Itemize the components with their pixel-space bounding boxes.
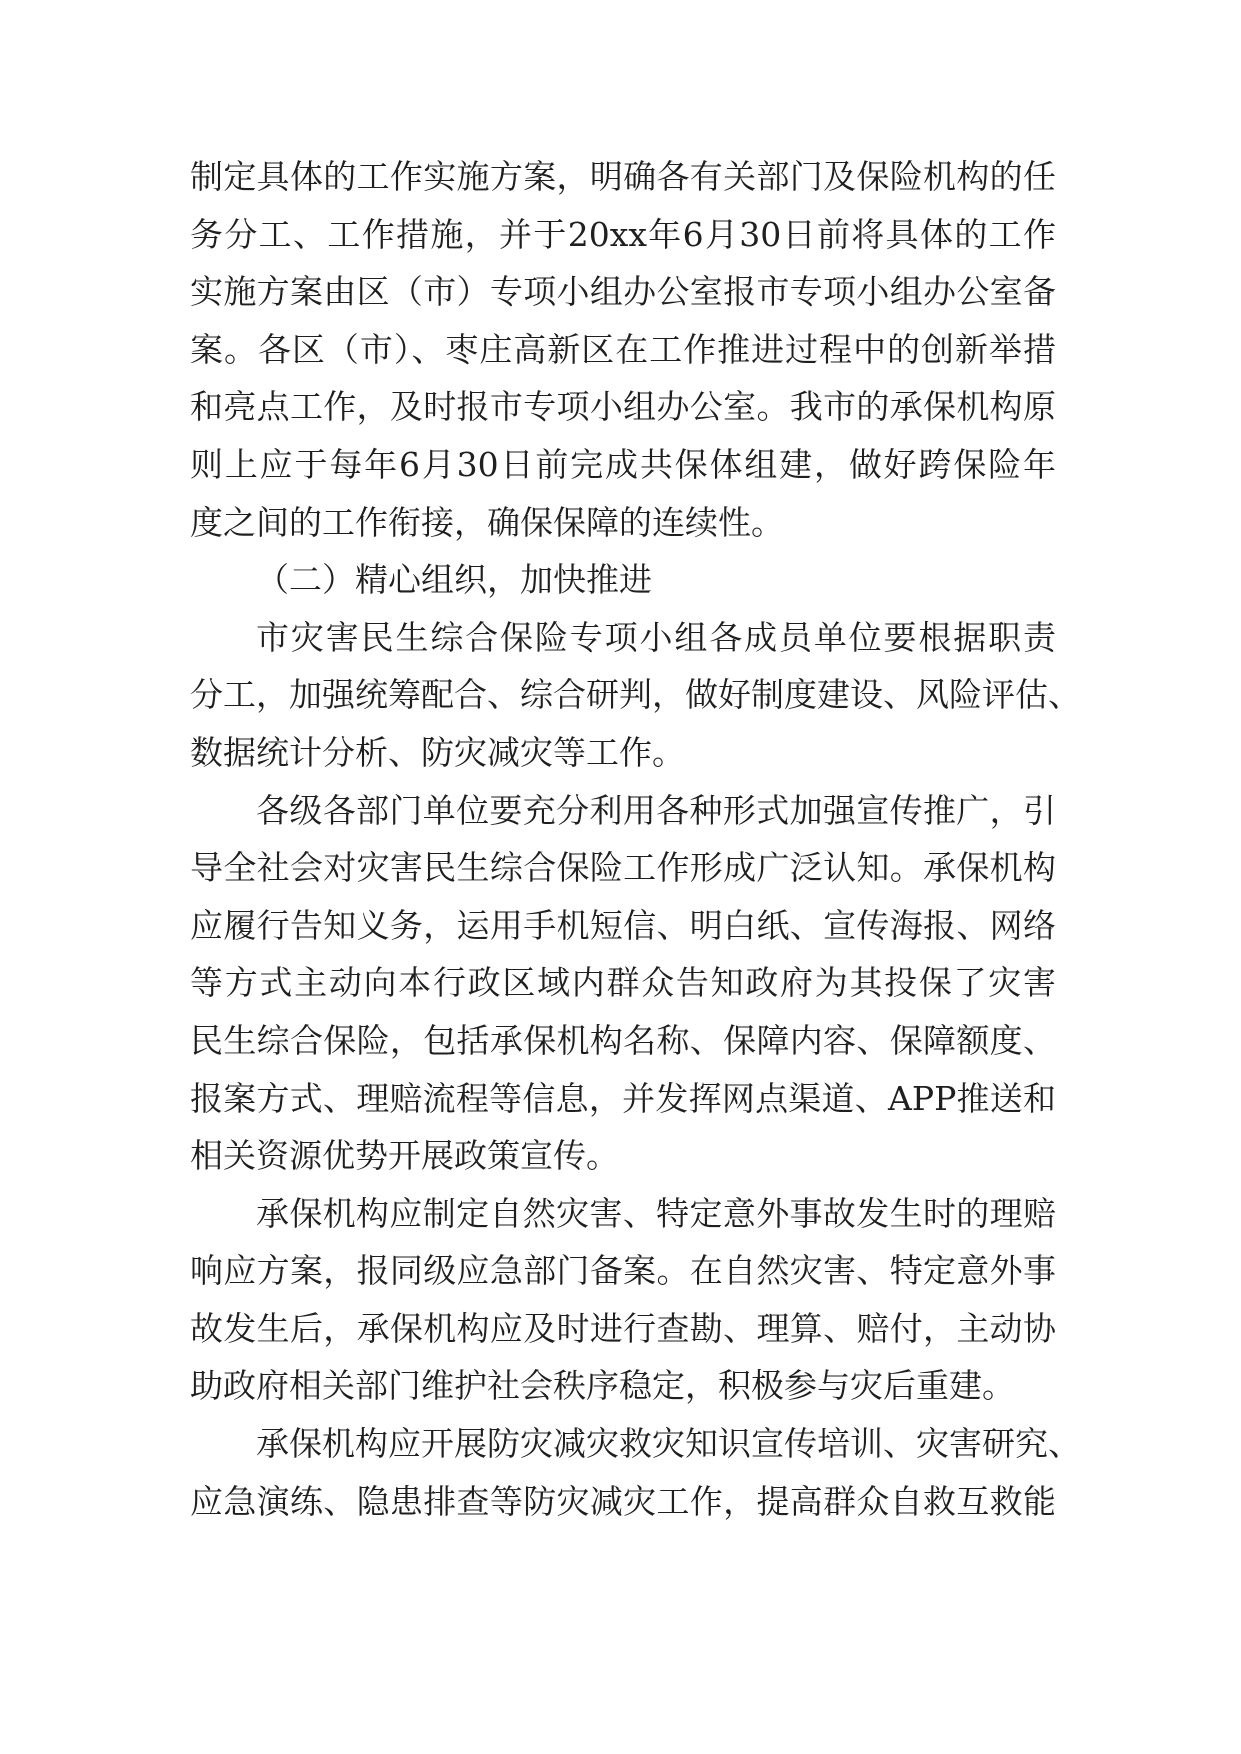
text-line: 承保机构应制定自然灾害、特定意外事故发生时的理赔 <box>256 1193 1056 1233</box>
text-line: 案。各区（市）、枣庄高新区在工作推进过程中的创新举措 <box>190 329 1056 369</box>
text-line: 故发生后，承保机构应及时进行查勘、理算、赔付，主动协 <box>190 1308 1056 1348</box>
text-line: 数据统计分析、防灾减灾等工作。 <box>190 732 685 772</box>
text-line: 相关资源优势开展政策宣传。 <box>190 1136 619 1176</box>
text-line: 等方式主动向本行政区域内群众告知政府为其投保了灾害 <box>190 963 1056 1003</box>
paragraph <box>190 609 1081 782</box>
text-line: 度之间的工作衔接，确保保障的连续性。 <box>190 502 784 542</box>
text-line: 分工，加强统筹配合、综合研判，做好制度建设、风险评估、 <box>190 675 1081 715</box>
text-line: 助政府相关部门维护社会秩序稳定，积极参与灾后重建。 <box>190 1366 1015 1406</box>
paragraph <box>190 148 1056 551</box>
paragraph <box>190 782 1056 1185</box>
text-line: 和亮点工作，及时报市专项小组办公室。我市的承保机构原 <box>190 387 1056 427</box>
document-body <box>190 148 1081 1530</box>
text-line: 导全社会对灾害民生综合保险工作形成广泛认知。承保机构 <box>190 848 1056 888</box>
text-line: 实施方案由区（市）专项小组办公室报市专项小组办公室备 <box>190 272 1056 312</box>
text-line: 响应方案，报同级应急部门备案。在自然灾害、特定意外事 <box>190 1251 1056 1291</box>
text-line: 应急演练、隐患排查等防灾减灾工作，提高群众自救互救能 <box>190 1481 1056 1521</box>
paragraph <box>190 1185 1056 1415</box>
text-line: 应履行告知义务，运用手机短信、明白纸、宣传海报、网络 <box>190 905 1056 945</box>
paragraph <box>190 1415 1081 1530</box>
text-line: 报案方式、理赔流程等信息，并发挥网点渠道、APP推送和 <box>190 1078 1056 1118</box>
text-line: 承保机构应开展防灾减灾救灾知识宣传培训、灾害研究、 <box>256 1424 1081 1464</box>
text-line: 市灾害民生综合保险专项小组各成员单位要根据职责 <box>256 617 1056 657</box>
text-line: 制定具体的工作实施方案，明确各有关部门及保险机构的任 <box>190 157 1056 196</box>
text-line: 务分工、工作措施，并于20xx年6月30日前将具体的工作 <box>190 214 1056 254</box>
text-line: （二）精心组织，加快推进 <box>256 560 652 600</box>
text-line: 民生综合保险，包括承保机构名称、保障内容、保障额度、 <box>190 1020 1056 1060</box>
text-line: 则上应于每年6月30日前完成共保体组建，做好跨保险年 <box>190 444 1056 484</box>
text-line: 各级各部门单位要充分利用各种形式加强宣传推广，引 <box>256 790 1056 830</box>
section-heading <box>190 551 1056 609</box>
